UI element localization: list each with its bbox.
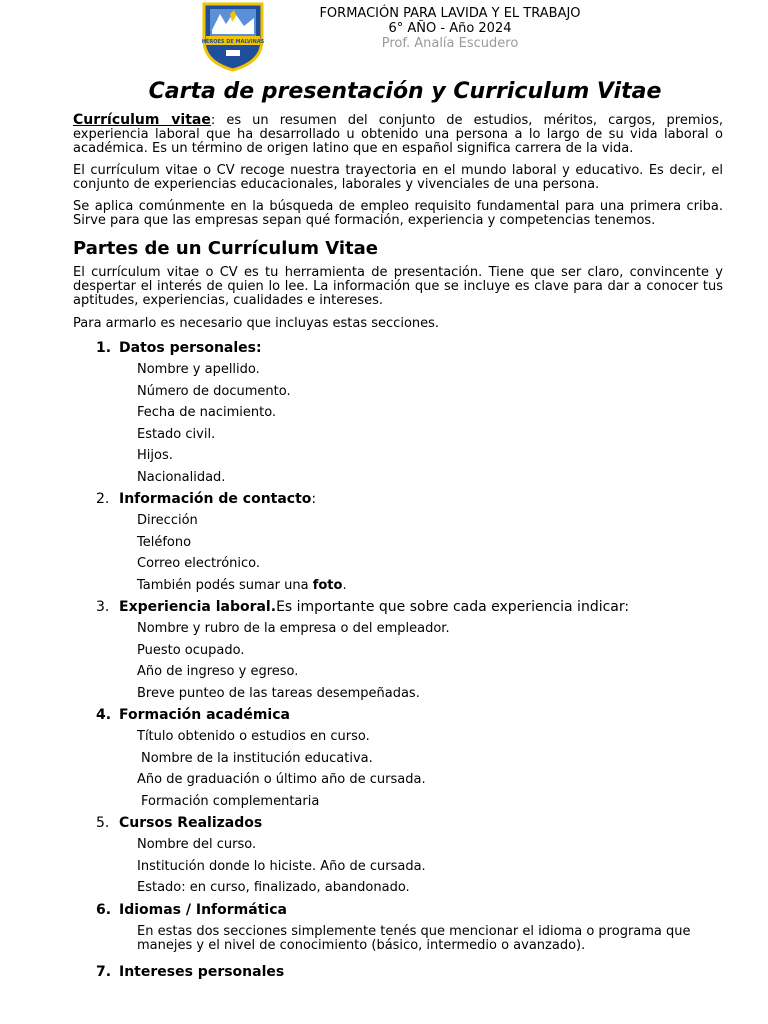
list-item: Año de ingreso y egreso. [137,664,299,679]
list-item: Nombre y rubro de la empresa o del empleador. [137,621,450,636]
list-item: Nombre y apellido. [137,362,260,377]
emphasis-foto: foto [312,577,343,593]
cv-section-7 [73,961,723,983]
cv-section-5 [73,812,723,834]
section-label: Información de contacto [119,491,312,507]
list-item: Breve punteo de las tareas desempeñadas. [137,685,420,701]
partes-paragraph-2: Para armarlo es necesario que incluyas estas secciones. [73,316,440,331]
document-body [73,113,723,983]
page-header [300,6,600,51]
header-subject: FORMACIÓN PARA LAVIDA Y EL TRABAJO [319,6,581,21]
list-item: Formación complementaria [141,793,320,809]
section-label: Experiencia laboral. [119,599,277,615]
list-item: Estado civil. [137,426,216,442]
cv-section-6 [73,899,723,921]
section-label: Cursos Realizados [119,815,263,831]
list-item: Título obtenido o estudios en curso. [137,729,370,744]
list-item: Nombre de la institución educativa. [141,750,373,766]
section-number: 7. [96,963,112,980]
intro-paragraph-3: Se aplica comúnmente en la búsqueda de empleo requisito fundamental para una primera criba. Sirve para que las empresas sepan qué formación, experiencia y competencias tenemos. [73,199,723,228]
list-item: Número de documento. [137,383,291,399]
intro-paragraph-2: El currículum vitae o CV recoge nuestra trayectoria en el mundo laboral y educativo. Es decir, el conjunto de experiencias educacionales, laborales y vivenciales de una persona. [73,163,723,192]
logo-text: HÉROES DE MALVINAS [201,39,265,45]
section-number: 3. [96,599,110,615]
list-item: Estado: en curso, finalizado, abandonado. [137,880,410,895]
list-item: Teléfono [137,534,192,550]
header-year: 6° AÑO - Año 2024 [388,21,512,36]
partes-paragraph-1: El currículum vitae o CV es tu herramienta de presentación. Tiene que ser claro, convincente y despertar el interés de quien lo lee. La información que se incluye es clave para dar a conocer tus aptitudes, experiencias, cualidades e intereses. [73,265,723,308]
section-number: 1. [96,340,112,356]
section-label: Formación académica [119,707,290,723]
document-title: Carta de presentación y Curriculum Vitae [148,79,662,104]
header-teacher: Prof. Analía Escudero [381,36,519,51]
cv-section-1 [73,337,723,359]
cv-section-4 [73,704,723,726]
intro-paragraph-1: Currículum vitae: es un resumen del conjunto de estudios, méritos, cargos, premios, experiencia laboral que ha desarrollado u obtenido una persona a lo largo de su vida laboral o académica. Es un término de origen latino que en español significa carrera de la vida. [73,112,723,156]
section-label: Datos personales: [119,340,262,356]
list-item: También podés sumar una foto. [137,577,347,593]
list-item: Hijos. [137,448,173,463]
list-item: Dirección [137,513,198,528]
list-item: Fecha de nacimiento. [137,405,277,420]
section-number: 4. [96,707,112,723]
list-item: Año de graduación o último año de cursada. [137,772,426,787]
list-item: Nacionalidad. [137,469,226,485]
cv-section-3: 3. Experiencia laboral. Es importante que sobre cada experiencia indicar: [73,596,723,618]
list-item: Institución donde lo hiciste. Año de cursada. [137,858,426,874]
section-label: Idiomas / Informática [119,901,287,918]
cv-section-2: 2. Información de contacto : [73,488,723,510]
list-item: Correo electrónico. [137,556,261,571]
section-number: 5. [96,815,110,831]
section-note: En estas dos secciones simplemente tenés que mencionar el idioma o programa que manejes y el nivel de conocimiento (básico, intermedio o avanzado). [137,923,691,953]
list-item: Nombre del curso. [137,837,257,852]
section-label: Intereses personales [119,963,285,980]
list-item: Puesto ocupado. [137,642,245,658]
school-logo [200,0,266,72]
term-curriculum: Currículum vitae [73,112,211,128]
section-number: 6. [96,901,112,918]
section-heading: Partes de un Currículum Vitae [73,238,378,259]
section-number: 2. [96,491,110,507]
